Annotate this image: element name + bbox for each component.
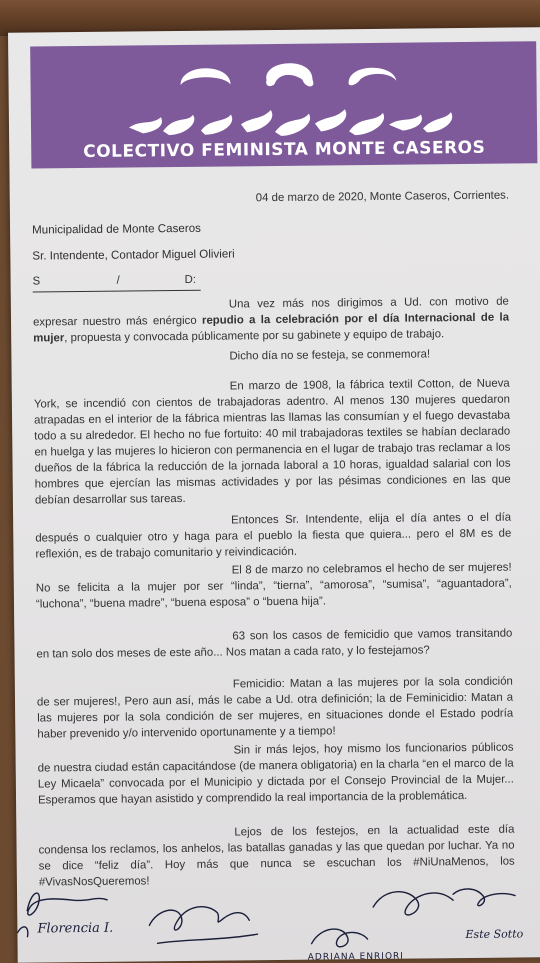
paragraph-3: En marzo de 1908, la fábrica textil Cotton, de Nueva York, se incendió con cientos de trabajadoras adentro. Al menos 130 mujeres quedaron atrapadas en el interior de la fábrica mientras las llamas las consumían y el fuego devastaba todo a su alrededor. El hecho no fue fortuito: 40 mil trabajadoras textiles se habían declarado en huelga y las mujeres lo hicieron con permanencia en el lugar de trabajo tras reclamar a los dueños de la fábrica la reducción de la jornada laboral a 10 horas, igualdad salarial con los hombres que ejercían las mismas actividades y por las pésimas condiciones en las que debían desarrollar sus tareas.: [33, 377, 511, 507]
paragraph-4: Entonces Sr. Intendente, elija el día antes o el día después o cualquier otro y haga para el pueblo la fiesta que quiera... pero el 8M es de reflexión, es de trabajo comunitario y reivindicación.: [35, 511, 512, 561]
paragraph-6: 63 son los casos de femicidio que vamos transitando en tan solo dos meses de este año... Nos matan a cada rato, y lo festejamos?: [36, 627, 513, 661]
handwritten-signatures: [17, 865, 540, 963]
signature-4-scribble: [373, 891, 453, 915]
svg-text:ADRIANA ENRIORI: ADRIANA ENRIORI: [307, 951, 404, 963]
salutation-sd-line: [33, 274, 201, 293]
raised-fists-row: [129, 108, 453, 137]
svg-text:Este Sotto: Este Sotto: [465, 927, 524, 942]
svg-text:Florencia I.: Florencia I.: [37, 920, 114, 937]
repudio-emphasis: repudio a la celebración por el día Internacional de la mujer: [33, 311, 510, 345]
sd-slash: /: [116, 274, 120, 287]
organization-name: COLECTIVO FEMINISTA MONTE CASEROS: [83, 137, 486, 163]
sd-s: S: [32, 275, 41, 288]
paragraph-9: Lejos de los festejos, en la actualidad este día condensa los reclamos, los anhelos, las batallas ganadas y las que quedan por luchar. Ya no se dice “feliz día”. Hoy más que nunca se escuchan los #NiUnaMenos, los #VivasNosQueremos!: [38, 823, 515, 889]
signature-2-scribble: [149, 906, 249, 930]
sd-d: D:: [184, 273, 197, 286]
paragraph-7: Femicidio: Matan a las mujeres por la sola condición de ser mujeres!, Pero aun así, más le cabe a Ud. otra definición; la de Feminicidio: Matan a las mujeres por la sola condición de ser mujeres, en situaciones donde el Estado podría haber prevenido y/o intervenido oportunamente y a tiempo!: [36, 675, 514, 741]
hair-silhouette-3: [348, 67, 396, 85]
paragraph-2: Dicho día no se festeja, se conmemora!: [229, 348, 431, 363]
recipient-person: Sr. Intendente, Contador Miguel Olivieri: [32, 247, 235, 263]
hair-silhouette-2: [266, 63, 313, 87]
signature-1-scribble: [27, 892, 107, 915]
letterhead-banner: [30, 41, 537, 168]
paragraph-1: Una vez más nos dirigimos a Ud. con motivo de expresar nuestro más enérgico repudio a la celebración por el día Internacional de la mujer, propuesta y convocada públicamente por su gabinete y equipo de trabajo.: [32, 295, 510, 345]
signature-3-scribble: [311, 929, 367, 947]
paragraph-8: Sin ir más lejos, hoy mismo los funcionarios públicos de nuestra ciudad están capacitándose (de manera obligatoria) en la charla “en el marco de la Ley Micaela” convocada por el Municipio y dictada por el Consejo Provincial de la Mujer... Esperamos que hayan asistido y comprendido la real importancia de la problemática.: [37, 741, 514, 807]
hair-silhouette-1: [180, 68, 230, 85]
letter-date: 04 de marzo de 2020, Monte Caseros, Corrientes.: [255, 189, 510, 205]
recipient-institution: Municipalidad de Monte Caseros: [32, 221, 201, 237]
letter-page: [8, 27, 540, 963]
paragraph-5: El 8 de marzo no celebramos el hecho de ser mujeres! No se felicita a la mujer por ser “linda”, “tierna”, “amorosa”, “sumisa”, “aguantadora”, “luchona”, “buena madre”, “buena esposa” o “buena hija”.: [35, 561, 512, 611]
